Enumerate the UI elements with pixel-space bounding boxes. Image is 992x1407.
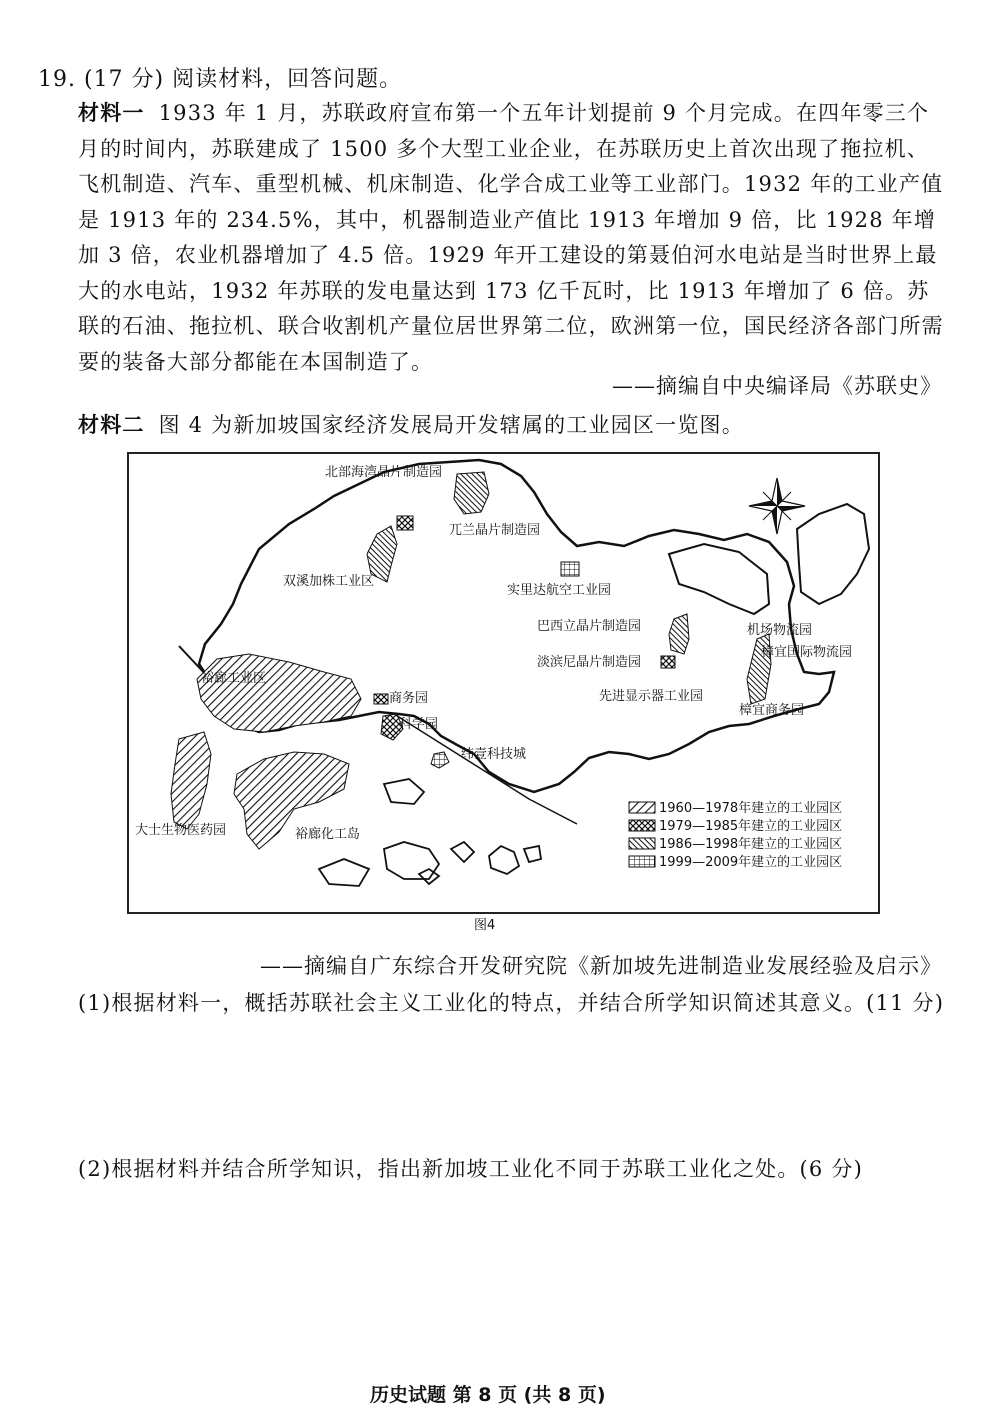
map-canvas xyxy=(129,454,878,912)
label-display: 先进显示器工业园 xyxy=(599,689,704,704)
label-business-park: 商务园 xyxy=(389,691,429,706)
label-pasir-ris: 巴西立晶片制造园 xyxy=(537,619,642,634)
material1-label: 材料一 xyxy=(78,101,145,125)
label-jurong: 裕廊工业区 xyxy=(201,671,267,686)
label-airport-log: 机场物流园 xyxy=(747,623,813,638)
zone-pasir-ris xyxy=(669,614,689,654)
label-jurong-island: 裕廊化工岛 xyxy=(295,827,361,842)
label-yishun: 兀兰晶片制造园 xyxy=(449,523,541,538)
legend-label-1999: 1999—2009年建立的工业园区 xyxy=(659,855,843,870)
southern-island-2 xyxy=(319,859,369,886)
material2-label: 材料二 xyxy=(78,413,145,437)
legend-label-1979: 1979—1985年建立的工业园区 xyxy=(659,819,843,834)
label-kranji: 双溪加株工业区 xyxy=(283,574,375,589)
label-tampines: 淡滨尼晶片制造园 xyxy=(537,655,642,670)
material1-paragraph xyxy=(78,96,948,380)
tekong-island xyxy=(797,504,869,604)
material2-text: 图 4 为新加坡国家经济发展局开发辖属的工业园区一览图。 xyxy=(158,413,744,437)
page-footer: 历史试题 第 8 页 (共 8 页) xyxy=(370,1384,606,1406)
label-science-park: 科学园 xyxy=(399,717,439,732)
southern-island-5 xyxy=(451,842,474,862)
southern-island-1 xyxy=(384,779,424,804)
label-changi-intl: 樟宜国际物流园 xyxy=(761,645,853,660)
zone-seletar xyxy=(561,562,579,576)
southern-island-6 xyxy=(489,846,519,874)
eastern-inlet xyxy=(669,544,769,614)
zone-one-north xyxy=(431,752,449,768)
zone-woodlands-small xyxy=(397,516,413,530)
label-tuas-bio: 大士生物医药园 xyxy=(135,823,227,838)
southern-island-4 xyxy=(419,869,439,884)
legend-swatch-1979 xyxy=(629,820,655,831)
legend-label-1960: 1960—1978年建立的工业园区 xyxy=(659,801,843,816)
zone-north-bay xyxy=(454,472,489,514)
southern-island-7 xyxy=(524,846,541,862)
material2-paragraph xyxy=(78,408,948,444)
legend-swatch-1999 xyxy=(629,856,655,867)
material2-source: ——摘编自广东综合开发研究院《新加坡先进制造业发展经验及启示》 xyxy=(260,954,942,978)
legend-swatch-1960 xyxy=(629,802,655,813)
zone-tuas xyxy=(171,732,211,829)
question-header: 19. (17 分) 阅读材料，回答问题。 xyxy=(38,67,403,92)
label-one-north: 纬壹科技城 xyxy=(461,747,527,762)
label-seletar: 实里达航空工业园 xyxy=(507,583,612,598)
legend-swatch-1986 xyxy=(629,838,655,849)
label-north-bay: 北部海湾晶片制造园 xyxy=(325,465,443,480)
label-changi-biz: 樟宜商务园 xyxy=(739,703,805,718)
southern-island-3 xyxy=(384,842,439,879)
map-legend xyxy=(629,800,842,870)
singapore-main-island xyxy=(199,460,834,792)
question-2: (2)根据材料并结合所学知识，指出新加坡工业化不同于苏联工业化之处。(6 分) xyxy=(78,1157,863,1181)
zone-business-park xyxy=(374,694,388,704)
figure-caption: 图4 xyxy=(474,918,496,933)
compass-rose-icon xyxy=(749,478,805,534)
legend-label-1986: 1986—1998年建立的工业园区 xyxy=(659,837,843,852)
material1-text: 1933 年 1 月，苏联政府宣布第一个五年计划提前 9 个月完成。在四年零三个月的时间内，苏联建成了 1500 多个大型工业企业，在苏联历史上首次出现了拖拉机、飞机制造、汽车、重型机械、机床制造、化学合成工业等工业部门。1932 年的工业产值是 1913 年的 234.5%，其中，机器制造业产值比 1913 年增加 9 倍，比 1928 年增加 3 倍，农业机器增加了 4.5 倍。1929 年开工建设的第聂伯河水电站是当时世界上最大的水电站，1932 年苏联的发电量达到 173 亿千瓦时，比 1913 年增加了 6 倍。苏联的石油、拖拉机、联合收割机产量位居世界第二位，欧洲第一位，国民经济各部门所需要的装备大部分都能在本国制造了。 xyxy=(78,101,944,374)
material1-source: ——摘编自中央编译局《苏联史》 xyxy=(612,374,942,398)
question-1: (1)根据材料一，概括苏联社会主义工业化的特点，并结合所学知识简述其意义。(11 分) xyxy=(78,991,945,1015)
zone-tampines xyxy=(661,656,675,668)
singapore-industrial-park-map xyxy=(127,452,880,914)
